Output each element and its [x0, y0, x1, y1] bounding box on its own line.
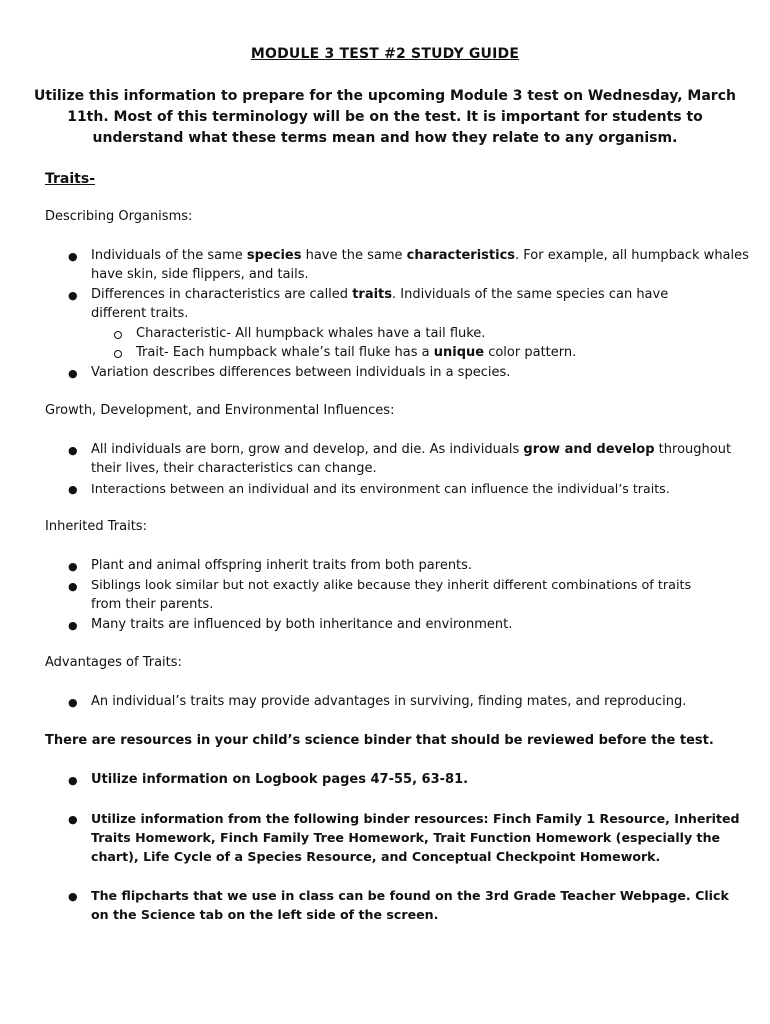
intro-line-3: understand what these terms mean and how they relate to any organism.	[92, 130, 678, 146]
list-item-continuation: on the Science tab on the left side of the screen.	[91, 907, 439, 922]
bullet-icon: ●	[68, 890, 78, 903]
bullet-icon: ●	[68, 813, 78, 826]
list-item: Many traits are influenced by both inheritance and environment.	[91, 617, 513, 632]
growth-heading: Growth, Development, and Environmental Influences:	[45, 403, 395, 418]
resources-heading: There are resources in your child’s science binder that should be reviewed before the test.	[45, 733, 714, 748]
bullet-icon: ●	[68, 696, 78, 709]
list-item: The flipcharts that we use in class can be found on the 3rd Grade Teacher Webpage. Click	[91, 888, 729, 903]
inherited-heading: Inherited Traits:	[45, 519, 147, 534]
list-item: Utilize information on Logbook pages 47-55, 63-81.	[91, 772, 469, 787]
list-item: Differences in characteristics are called traits. Individuals of the same species can have	[91, 287, 669, 302]
list-item: All individuals are born, grow and develop, and die. As individuals grow and develop throughout	[91, 442, 732, 457]
list-item: Variation describes differences between individuals in a species.	[91, 365, 511, 380]
sub-bullet-icon	[114, 331, 122, 339]
bullet-icon: ●	[68, 444, 78, 457]
list-item: Utilize information from the following binder resources: Finch Family 1 Resource, Inherited	[91, 811, 740, 826]
traits-heading: Traits-	[45, 171, 95, 187]
describing-heading: Describing Organisms:	[45, 209, 193, 224]
bullet-icon: ●	[68, 619, 78, 632]
document-title: MODULE 3 TEST #2 STUDY GUIDE	[250, 46, 520, 62]
list-item-continuation: their lives, their characteristics can change.	[91, 461, 377, 476]
intro-line-1: Utilize this information to prepare for the upcoming Module 3 test on Wednesday, March	[34, 88, 736, 104]
bullet-icon: ●	[68, 580, 78, 593]
bullet-icon: ●	[68, 774, 78, 787]
bullet-icon: ●	[68, 367, 78, 380]
bullet-icon: ●	[68, 289, 78, 302]
bullet-icon: ●	[68, 250, 78, 263]
bullet-icon: ●	[68, 560, 78, 573]
list-item-continuation: different traits.	[91, 306, 189, 321]
intro-line-2: 11th. Most of this terminology will be on the test. It is important for students to	[67, 109, 703, 125]
list-item-continuation: chart), Life Cycle of a Species Resource, and Conceptual Checkpoint Homework.	[91, 849, 661, 864]
list-item: Siblings look similar but not exactly alike because they inherit different combinations of traits	[91, 578, 692, 593]
list-item: Individuals of the same species have the same characteristics. For example, all humpback whales	[91, 248, 749, 263]
sub-list-item: Characteristic- All humpback whales have a tail fluke.	[136, 326, 486, 341]
sub-bullet-icon	[114, 350, 122, 358]
list-item-continuation: have skin, side flippers, and tails.	[91, 267, 309, 282]
list-item-continuation: Traits Homework, Finch Family Tree Homework, Trait Function Homework (especially the	[91, 830, 721, 845]
list-item: Interactions between an individual and its environment can influence the individual’s traits.	[91, 481, 670, 496]
list-item-continuation: from their parents.	[91, 597, 214, 612]
sub-list-item: Trait- Each humpback whale’s tail fluke has a unique color pattern.	[136, 345, 577, 360]
bullet-icon: ●	[68, 483, 78, 496]
advantages-heading: Advantages of Traits:	[45, 655, 182, 670]
list-item: An individual’s traits may provide advantages in surviving, finding mates, and reproducing.	[91, 694, 687, 709]
list-item: Plant and animal offspring inherit traits from both parents.	[91, 558, 473, 573]
